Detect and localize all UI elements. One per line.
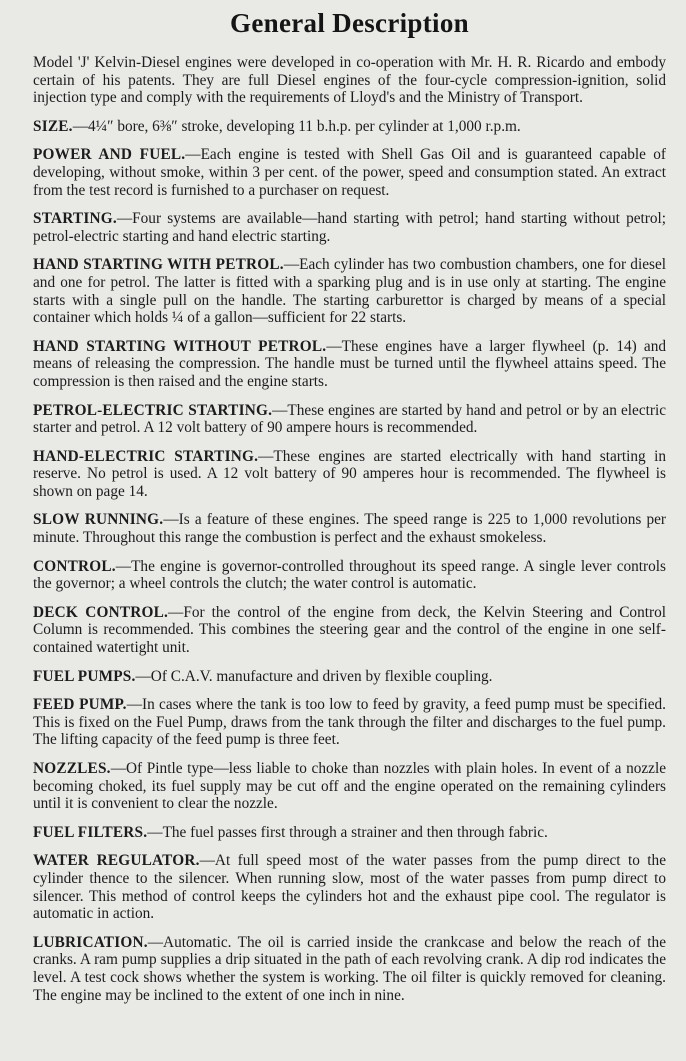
section-text: —These engines have a larger flywheel (p. 14) and means of releasing the compression. The handle must be turned until the flywheel attains speed. The compression is then raised and the engine starts.	[33, 337, 666, 390]
section-heading: HAND-ELECTRIC STARTING.	[33, 447, 259, 465]
section-heading: PETROL-ELECTRIC STARTING.	[33, 401, 273, 419]
section-heading: FUEL FILTERS.	[33, 823, 148, 841]
section-text: —Automatic. The oil is carried inside the crankcase and below the reach of the cranks. A ram pump supplies a drip situated in the path of each revolving crank. A dip rod indicates the level. A test cock shows whether the system is working. The oil filter is quickly removed for cleaning. The engine may be inclined to the extent of one inch in nine.	[33, 933, 666, 1004]
section-heading: HAND STARTING WITH PETROL.	[33, 256, 284, 274]
sections	[33, 54, 666, 1004]
section-paragraph	[33, 511, 666, 546]
section-text: —These engines are started electrically with hand starting in reserve. No petrol is used. A 12 volt battery of 90 amperes hour is recommended. The flywheel is shown on page 14.	[33, 447, 666, 500]
section-paragraph	[33, 118, 666, 136]
section-heading: CONTROL.	[33, 557, 116, 575]
page-title: General Description	[230, 8, 469, 38]
section-paragraph	[33, 604, 666, 657]
section-paragraph	[33, 146, 666, 199]
section-paragraph	[33, 256, 666, 326]
section-text: —Of Pintle type—less liable to choke than nozzles with plain holes. In event of a nozzle becoming choked, its fuel supply may be cut off and the engine operated on the remaining cylinders until it is convenient to clear the nozzle.	[33, 760, 666, 813]
section-paragraph	[33, 760, 666, 813]
section-heading: LUBRICATION.	[33, 933, 148, 951]
section-paragraph	[33, 338, 666, 391]
section-heading: DECK CONTROL.	[33, 603, 169, 621]
section-text: —These engines are started by hand and petrol or by an electric starter and petrol. A 12 volt battery of 90 ampere hours is recommended.	[33, 401, 667, 437]
section-text: —The engine is governor-controlled throughout its speed range. A single lever controls the governor; a wheel controls the clutch; the water control is automatic.	[33, 557, 666, 593]
section-heading: POWER AND FUEL.	[33, 146, 186, 164]
section-heading: WATER REGULATOR.	[33, 852, 200, 870]
section-paragraph	[33, 210, 666, 245]
section-text: —For the control of the engine from deck, the Kelvin Steering and Control Column is recommended. This combines the steering gear and the control of the engine in one self-contained watertight unit.	[33, 603, 666, 657]
section-text: Model 'J' Kelvin-Diesel engines were developed in co-operation with Mr. H. R. Ricardo and embody certain of his patents. They are full Diesel engines of the four-cycle compression-ignition, solid injection type and comply with the requirements of Lloyd's and the Ministry of Transport.	[33, 54, 666, 107]
section-paragraph	[33, 448, 666, 501]
section-heading: FEED PUMP.	[33, 696, 127, 714]
section-text: —4¼″ bore, 6⅜″ stroke, developing 11 b.h.p. per cylinder at 1,000 r.p.m.	[72, 117, 521, 135]
section-paragraph	[33, 852, 666, 922]
section-text: —Of C.A.V. manufacture and driven by flexible coupling.	[135, 667, 493, 685]
section-heading: HAND STARTING WITHOUT PETROL.	[33, 337, 327, 355]
section-text: —The fuel passes first through a strainer and then through fabric.	[147, 823, 548, 841]
section-heading: SIZE.	[33, 117, 73, 135]
section-paragraph	[33, 696, 666, 749]
section-text: —At full speed most of the water passes from the pump direct to the cylinder thence to the silencer. When running slow, most of the water passes from pump direct to silencer. This method of control keeps the cylinders hot and the exhaust pipe cool. The regulator is automatic in action.	[33, 852, 666, 923]
section-paragraph	[33, 934, 666, 1004]
section-text: —Each cylinder has two combustion chambers, one for diesel and one for petrol. The latter is fitted with a sparking plug and is in use only at starting. The engine starts with a single pull on the handle. The starting carburettor is charged by means of a special container which holds ¼ of a gallon—sufficient for 22 starts.	[33, 256, 666, 327]
section-paragraph	[33, 558, 666, 593]
section-paragraph	[33, 402, 666, 437]
section-heading: FUEL PUMPS.	[33, 667, 136, 685]
section-paragraph	[33, 824, 666, 842]
section-heading: SLOW RUNNING.	[33, 511, 164, 529]
section-text: —Each engine is tested with Shell Gas Oil and is guaranteed capable of developing, without smoke, within 3 per cent. of the power, speed and consumption stated. An extract from the test record is furnished to a purchaser on request.	[33, 146, 666, 199]
section-heading: STARTING.	[33, 210, 117, 228]
section-paragraph	[33, 668, 666, 686]
section-heading: NOZZLES.	[33, 760, 111, 777]
section-text: —Is a feature of these engines. The speed range is 225 to 1,000 revolutions per minute. Throughout this range the combustion is perfect and the exhaust smokeless.	[33, 511, 667, 547]
section-paragraph	[33, 54, 666, 107]
section-text: —In cases where the tank is too low to feed by gravity, a feed pump must be specified. This is fixed on the Fuel Pump, draws from the tank through the filter and discharges to the fuel pump. The lifting capacity of the feed pump is three feet.	[33, 696, 666, 749]
section-text: —Four systems are available—hand starting with petrol; hand starting without petrol; petrol-electric starting and hand electric starting.	[33, 210, 666, 245]
